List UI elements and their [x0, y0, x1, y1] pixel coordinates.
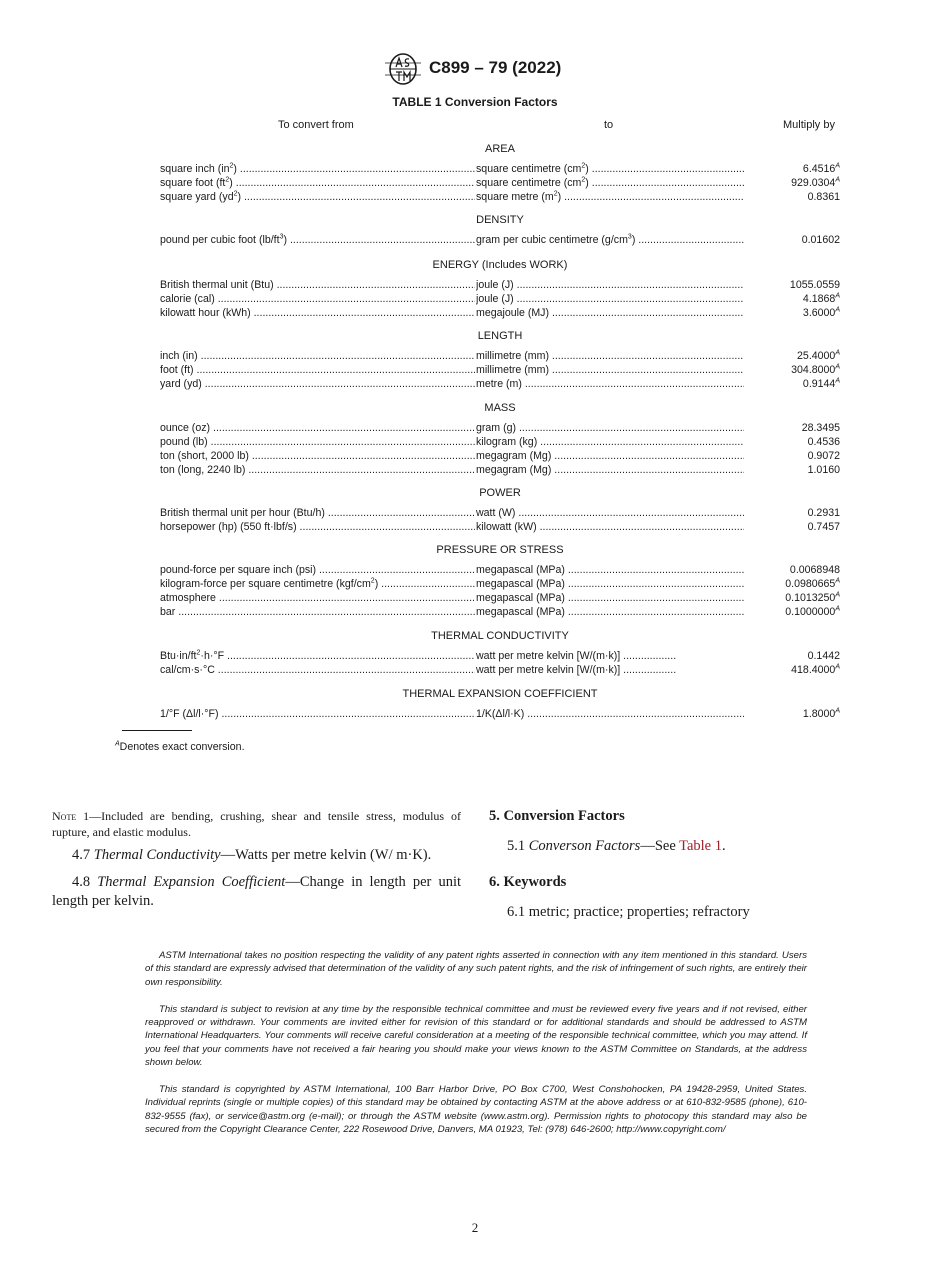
- table-row: [160, 363, 840, 377]
- paragraph-number: 5.1: [507, 838, 526, 854]
- from-unit: pound per cubic foot $(lb/ft^3)$ .....: [160, 233, 475, 247]
- section-heading: AREA: [485, 143, 515, 155]
- to-unit: metre (m) .....: [476, 377, 744, 391]
- to-unit: gram (g) .....: [476, 421, 744, 435]
- table-row: [160, 377, 840, 391]
- to-unit: watt per metre kelvin [W/(m·k)] .....: [476, 649, 676, 663]
- to-unit: millimetre (mm) .....: [476, 363, 744, 377]
- from-unit: foot (ft) .....: [160, 363, 475, 377]
- paragraph-number: 6.1: [507, 904, 526, 920]
- section-heading: LENGTH: [477, 330, 523, 342]
- multiplier-value: $304.8000^A$: [791, 363, 840, 376]
- to-unit: watt per metre kelvin [W/(m·k)] .....: [476, 663, 676, 677]
- multiplier-value: 28.3495: [801, 422, 840, 434]
- section-5-title: 5. Conversion Factors: [489, 808, 625, 824]
- multiplier-value: 0.8361: [807, 191, 840, 203]
- to-unit: megagram (Mg) .....: [476, 463, 744, 477]
- to-unit: square centimetre $(cm^2)$ .....: [476, 176, 744, 190]
- multiplier-value: $0.1013250^A$: [785, 591, 840, 604]
- document-designation: C899 – 79 (2022): [429, 58, 562, 77]
- to-unit: joule (J) .....: [476, 278, 744, 292]
- table-row: [160, 463, 840, 477]
- table-row: [160, 162, 840, 176]
- definition: —Watts per metre kelvin (W/ m·K).: [220, 847, 432, 863]
- table-1-link[interactable]: Table 1: [679, 838, 722, 854]
- multiplier-value: 0.4536: [807, 436, 840, 448]
- section-heading: ENERGY (Includes WORK): [432, 259, 568, 271]
- from-unit: bar .....: [160, 605, 475, 619]
- multiplier-value: 1.0160: [807, 464, 840, 476]
- table-row: [160, 435, 840, 449]
- table-row: [160, 449, 840, 463]
- table-row: [160, 306, 840, 320]
- multiplier-value: $0.0980665^A$: [785, 577, 840, 590]
- to-unit: 1/K(Δl/l·K) .....: [476, 707, 744, 721]
- from-unit: kilowatt hour (kWh) .....: [160, 306, 475, 320]
- table-row: [160, 520, 840, 534]
- table-row: [160, 421, 840, 435]
- table-row: [160, 278, 840, 292]
- multiplier-value: $6.4516^A$: [802, 162, 840, 175]
- from-unit: square yard $(yd^2)$ .....: [160, 190, 475, 204]
- table-section: [160, 328, 840, 391]
- table-row: [160, 563, 840, 577]
- document-header: [0, 52, 950, 88]
- term: Thermal Expansion Coefficient: [97, 874, 286, 890]
- table-row: [160, 663, 840, 677]
- paragraph-4-7: [52, 846, 461, 865]
- from-unit: ton (short, 2000 lb) .....: [160, 449, 475, 463]
- table-section: [160, 628, 840, 677]
- multiplier-value: $418.4000^A$: [791, 663, 840, 676]
- column-header-multiply: Multiply by: [783, 119, 835, 131]
- to-unit: megapascal (MPa) .....: [476, 591, 744, 605]
- from-unit: 1/°F (Δl/l·°F) .....: [160, 707, 475, 721]
- to-unit: megapascal (MPa) .....: [476, 605, 744, 619]
- multiplier-value: $0.1000000^A$: [785, 605, 840, 618]
- section-heading: PRESSURE OR STRESS: [436, 544, 564, 556]
- table-section: [160, 257, 840, 320]
- right-column: [489, 808, 909, 940]
- multiplier-value: $929.0304^A$: [791, 176, 840, 189]
- to-unit: megapascal (MPa) .....: [476, 563, 744, 577]
- term: Thermal Conductivity: [93, 847, 221, 863]
- to-unit: square metre $(m^2)$ .....: [476, 190, 744, 204]
- from-unit: pound-force per square inch (psi) .....: [160, 563, 475, 577]
- table-section: [160, 542, 840, 619]
- left-column: [52, 808, 461, 919]
- from-unit: pound (lb) .....: [160, 435, 475, 449]
- astm-logo-icon: [383, 52, 423, 86]
- table-row: [160, 292, 840, 306]
- table-section: [160, 141, 840, 204]
- term: Converson Factors: [528, 838, 641, 854]
- from-unit: British thermal unit (Btu) .....: [160, 278, 475, 292]
- table-row: [160, 591, 840, 605]
- note-text: —Included are bending, crushing, shear and tensile stress, modulus of rupture, and elastic modulus.: [52, 809, 461, 839]
- from-unit: ounce (oz) .....: [160, 421, 475, 435]
- multiplier-value: $4.1868^A$: [802, 292, 840, 305]
- to-unit: megajoule (MJ) .....: [476, 306, 744, 320]
- section-6-title: 6. Keywords: [489, 874, 567, 890]
- note-1: [52, 808, 461, 840]
- multiplier-value: $0.9144^A$: [802, 377, 840, 390]
- table-section: [160, 400, 840, 477]
- table-row: [160, 233, 840, 247]
- disclaimer-copyright: This standard is copyrighted by ASTM International, 100 Barr Harbor Drive, PO Box C700, West Conshohocken, PA 19428-2959, United States. Individual reprints (single or multiple copies) of this standard may be obtained by contacting ASTM at the above address or at 610-832-9585 (phone), 610-832-9555 (fax), or service@astm.org (e-mail); or through the ASTM website (www.astm.org). Permission rights to photocopy this standard may also be secured from the Copyright Clearance Center, 222 Rosewood Drive, Danvers, MA 01923, Tel: (978) 646-2600; http://www.copyright.com/: [145, 1084, 807, 1136]
- section-heading: MASS: [484, 402, 516, 414]
- column-header-to: to: [604, 119, 614, 131]
- paragraph-5-1: [507, 837, 909, 856]
- table-title: TABLE 1 Conversion Factors: [392, 95, 558, 109]
- from-unit: square inch $(in^2)$ .....: [160, 162, 475, 176]
- paragraph-6-1: [507, 903, 909, 922]
- from-unit: British thermal unit per hour (Btu/h) .....: [160, 506, 475, 520]
- disclaimer-patent: ASTM International takes no position respecting the validity of any patent rights asserted in connection with any item mentioned in this standard. Users of this standard are expressly advised that determination of the validity of any such patent rights, and the risk of infringement of such rights, are entirely their own responsibility.: [145, 950, 807, 988]
- to-unit: watt (W) .....: [476, 506, 744, 520]
- table-row: [160, 649, 840, 663]
- to-unit: joule (J) .....: [476, 292, 744, 306]
- to-unit: square centimetre $(cm^2)$ .....: [476, 162, 744, 176]
- definition: —See: [640, 838, 680, 854]
- from-unit: atmosphere .....: [160, 591, 475, 605]
- from-unit: yard (yd) .....: [160, 377, 475, 391]
- table-row: [160, 577, 840, 591]
- to-unit: millimetre (mm) .....: [476, 349, 744, 363]
- from-unit: cal/cm·s·°C .....: [160, 663, 475, 677]
- column-header-from: To convert from: [278, 119, 354, 131]
- multiplier-value: 0.7457: [807, 521, 840, 533]
- to-unit: megapascal (MPa) .....: [476, 577, 744, 591]
- section-heading: DENSITY: [476, 214, 524, 226]
- table-section: [160, 212, 840, 247]
- disclaimer: [145, 949, 807, 1150]
- note-label: Note 1: [52, 809, 90, 823]
- from-unit: ton (long, 2240 lb) .....: [160, 463, 475, 477]
- multiplier-value: 0.0068948: [789, 564, 840, 576]
- period: .: [722, 838, 726, 854]
- multiplier-value: 0.1442: [807, 650, 840, 662]
- multiplier-value: 0.2931: [807, 507, 840, 519]
- from-unit: square foot $(ft^2)$ .....: [160, 176, 475, 190]
- from-unit: horsepower (hp) (550 ft·lbf/s) .....: [160, 520, 475, 534]
- multiplier-value: $1.8000^A$: [802, 707, 840, 720]
- from-unit: calorie (cal) .....: [160, 292, 475, 306]
- to-unit: kilogram (kg) .....: [476, 435, 744, 449]
- disclaimer-revision: This standard is subject to revision at any time by the responsible technical committee and must be reviewed every five years and if not revised, either reapproved or withdrawn. Your comments are invited either for revision of this standard or for additional standards and should be addressed to ASTM International Headquarters. Your comments will receive careful consideration at a meeting of the responsible technical committee, which you may attend. If you feel that your comments have not received a fair hearing you should make your views known to the ASTM Committee on Standards, at the address shown below.: [145, 1003, 807, 1069]
- page-number: 2: [471, 1220, 479, 1235]
- multiplier-value: $3.6000^A$: [802, 306, 840, 319]
- paragraph-number: 4.7: [72, 847, 91, 863]
- keywords: metric; practice; properties; refractory: [528, 904, 750, 920]
- section-heading: THERMAL EXPANSION COEFFICIENT: [402, 688, 598, 700]
- section-heading: THERMAL CONDUCTIVITY: [431, 630, 569, 642]
- definition: —Change in length per unit length per kelvin.: [52, 874, 461, 909]
- multiplier-value: 0.9072: [807, 450, 840, 462]
- table-row: [160, 707, 840, 721]
- footnote-text: Denotes exact conversion.: [119, 741, 245, 753]
- table-row: [160, 506, 840, 520]
- paragraph-number: 4.8: [72, 874, 91, 890]
- table-row: [160, 349, 840, 363]
- table-row: [160, 176, 840, 190]
- section-heading: POWER: [479, 487, 521, 499]
- table-row: [160, 190, 840, 204]
- table-row: [160, 605, 840, 619]
- to-unit: kilowatt (kW) .....: [476, 520, 744, 534]
- table-section: [160, 686, 840, 721]
- paragraph-4-8: [52, 873, 461, 911]
- multiplier-value: 1055.0559: [789, 279, 840, 291]
- table-footnote: [115, 741, 245, 753]
- from-unit: kilogram-force per square centimetre $(kgf/cm^2)$ .....: [160, 577, 475, 591]
- multiplier-value: $25.4000^A$: [797, 349, 840, 362]
- footnote-mark: A: [115, 740, 120, 748]
- from-unit: inch (in) .....: [160, 349, 475, 363]
- multiplier-value: 0.01602: [801, 234, 840, 246]
- to-unit: megagram (Mg) .....: [476, 449, 744, 463]
- from-unit: $Btu\cdot in/ft^2\cdot h\cdot^\circ F$ .....: [160, 649, 475, 663]
- footnote-divider: [122, 730, 192, 731]
- to-unit: gram per cubic centimetre $(g/cm^3)$ .....: [476, 233, 744, 247]
- table-section: [160, 485, 840, 534]
